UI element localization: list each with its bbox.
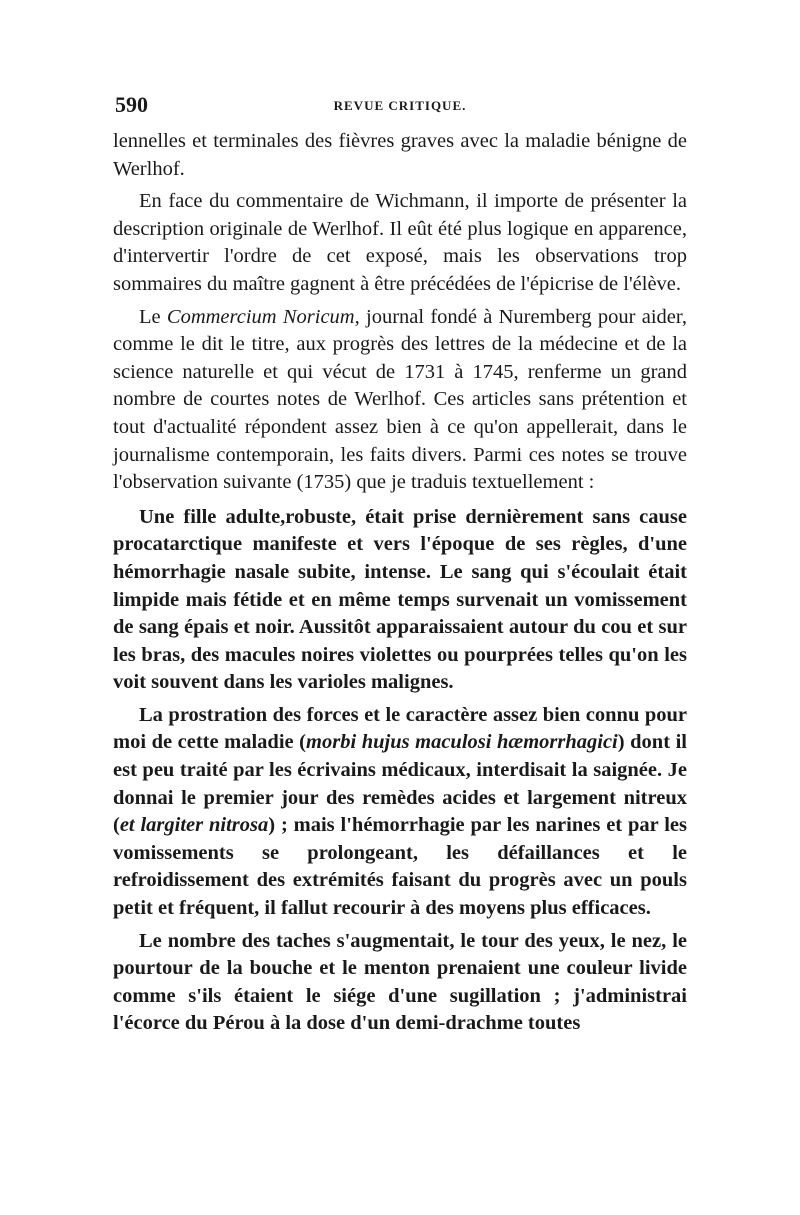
paragraph-quoted-observation: Une fille adulte,robuste, était prise dernièrement sans cause procatarctique manifeste et vers l'époque de ses règles, d'une hémorrhagie nasale subite, intense. Le sang qui s'écoulait était limpide mais fétide et en même temps survenait un vomissement de sang épais et noir. Aussitôt apparaissaient autour du cou et sur les bras, des macules noires violettes ou pourprées telles qu'on les voit souvent dans les varioles malignes. [113,505,687,694]
text-segment: ) ; mais l'hémorrhagie par les narines et par les vomissements se prolongeant, les défaillances et le refroidissement des extrémités faisant du progrès avec un pouls petit et fréquent, il fallut recourir à des moyens plus efficaces. [113,814,688,920]
text-segment: La prostration des forces et le caractère assez bien connu pour moi de cette maladie ( [113,703,687,754]
paragraph-prostration [113,702,687,923]
journal-title: REVUE CRITIQUE. [333,98,467,113]
page [113,92,687,1038]
text-segment: Le [139,305,167,328]
paragraph-taches: Le nombre des taches s'augmentait, le tour des yeux, le nez, le pourtour de la bouche et le menton prenaient une couleur livide comme s'ils étaient le siége d'une sugillation ; j'administrai l'écorce du Pérou à la dose d'un demi-drachme toutes [113,929,687,1035]
running-head [113,92,687,122]
latin-phrase-italic: et largiter nitrosa [119,814,269,837]
paragraph-continuation: lennelles et terminales des fièvres graves avec la maladie bénigne de Werlhof. [113,130,687,180]
journal-name-italic: Commercium Noricum, [166,305,360,328]
text-segment: journal fondé à Nuremberg pour aider, comme le dit le titre, aux progrès des lettres de la médecine et de la science naturelle et qui vécut de 1731 à 1745, renferme un grand nombre de courtes notes de Werlhof. Ces articles sans prétention et tout d'actualité répondent assez bien à ce qu'on appellerait, dans le journalisme contemporain, les faits divers. Parmi ces notes se trouve l'observation suivante (1735) que je traduis textuellement : [113,305,687,494]
latin-phrase-italic: morbi hujus maculosi hæmorrhagici [306,731,618,754]
paragraph-wichmann-commentary: En face du commentaire de Wichmann, il importe de présenter la description originale de Werlhof. Il eût été plus logique en apparence, d'intervertir l'ordre de cet exposé, mais les observations trop sommaires du maître gagnent à être précédées de l'épicrise de l'élève. [113,190,687,295]
text-segment: ) dont il est peu traité par les écrivains médicaux, interdisait la saignée. Je donnai le premier jour des remèdes acides et largement nitreux ( [113,731,687,837]
paragraph-commercium-noricum [113,304,687,497]
page-number: 590 [115,92,148,117]
body-text [113,128,687,1038]
